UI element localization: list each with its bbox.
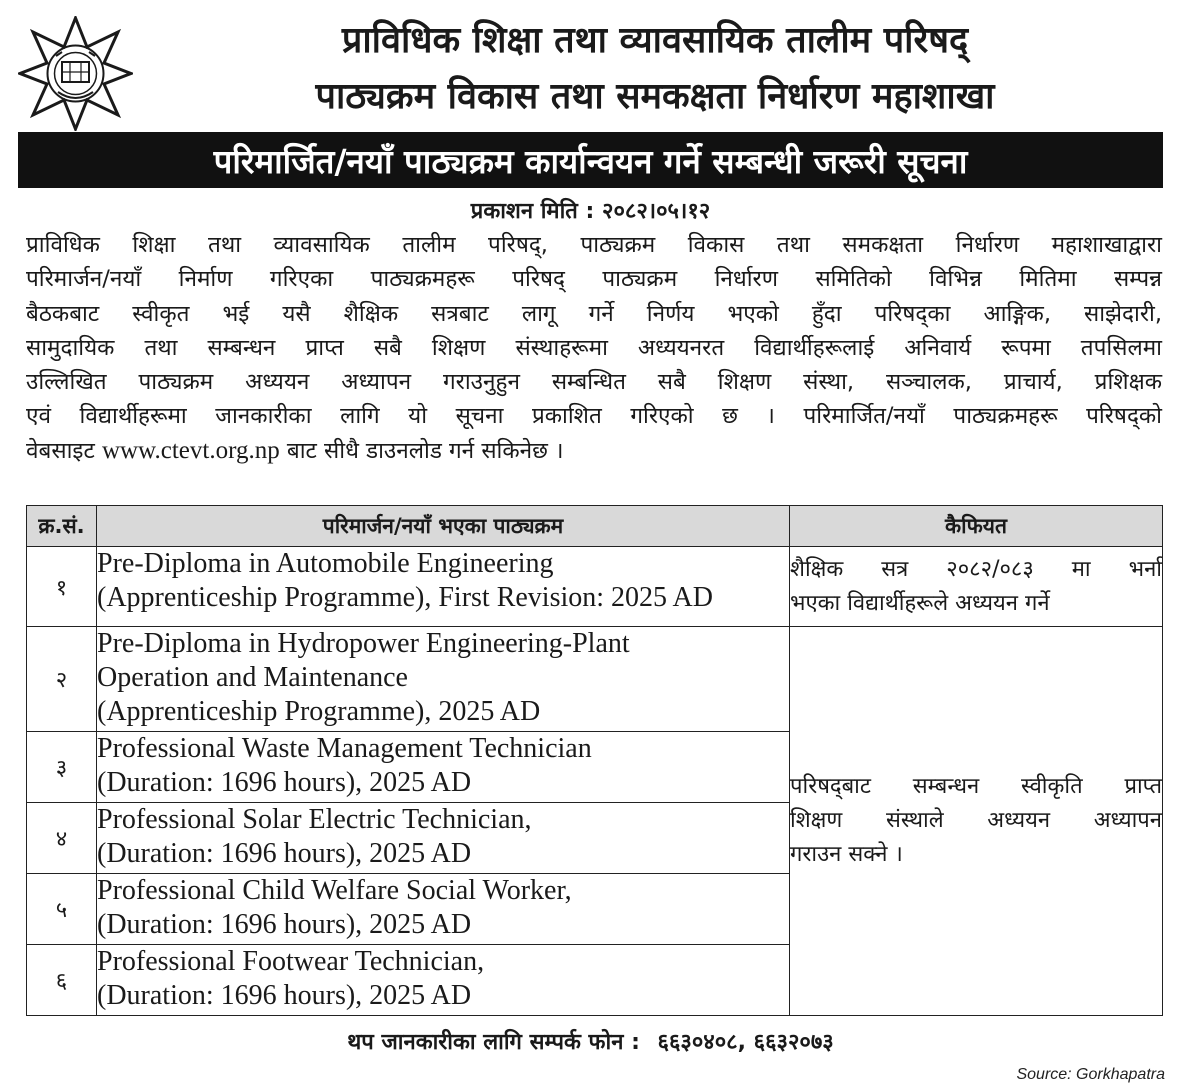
row-serial-number: २	[27, 627, 97, 732]
row-remark-merged	[790, 627, 1163, 1016]
remark-line: गराउन सक्ने ।	[790, 842, 903, 867]
program-line: Professional Child Welfare Social Worker,	[97, 875, 572, 906]
body-line: प्राविधिक शिक्षा तथा व्यावसायिक तालीम परिषद्, पाठ्यक्रम विकास तथा समकक्षता निर्धारण महाशाखाद्वारा	[26, 232, 1162, 258]
program-line: (Duration: 1696 hours), 2025 AD	[97, 909, 472, 940]
contact-info	[18, 1026, 1163, 1060]
row-serial-number: ३	[27, 732, 97, 803]
notice-title: परिमार्जित/नयाँ पाठ्यक्रम कार्यान्वयन गर्ने सम्बन्धी जरूरी सूचना	[213, 141, 968, 181]
body-line: एवं विद्यार्थीहरूमा जानकारीका लागि यो सूचना प्रकाशित गरिएको छ । परिमार्जित/नयाँ पाठ्यक्रमहरू परिषद्को	[26, 403, 1162, 430]
table-header-row	[27, 506, 1163, 547]
body-line: बैठकबाट स्वीकृत भई यसै शैक्षिक सत्रबाट लागू गर्ने निर्णय भएको हुँदा परिषद्का आङ्गिक, साझेदारी,	[26, 300, 1162, 327]
program-line: Professional Solar Electric Technician,	[97, 804, 532, 835]
source-credit: Source: Gorkhapatra	[1016, 1066, 1165, 1083]
header-remarks: कैफियत	[790, 506, 1163, 547]
row-program	[97, 874, 790, 945]
remark-line: भएका विद्यार्थीहरूले अध्ययन गर्ने	[790, 590, 1050, 616]
body-line: उल्लिखित पाठ्यक्रम अध्ययन अध्यापन गराउनुहुन सम्बन्धित सबै शिक्षण संस्था, सञ्चालक, प्राचार्य, प्रशिक्षक	[26, 369, 1162, 396]
ctevt-emblem-icon	[18, 16, 133, 131]
notice-body	[26, 228, 1162, 468]
table-row	[27, 547, 1163, 627]
program-line: Pre-Diploma in Automobile Engineering	[97, 548, 554, 579]
program-line: Professional Waste Management Technician	[97, 733, 592, 764]
row-program	[97, 732, 790, 803]
program-line: (Duration: 1696 hours), 2025 AD	[97, 980, 472, 1011]
publication-date	[18, 196, 1163, 228]
organization-name: प्राविधिक शिक्षा तथा व्यावसायिक तालीम परिषद्	[341, 20, 969, 61]
website-link[interactable]: www.ctevt.org.np	[101, 436, 280, 464]
publication-date-label: प्रकाशन मिति	[470, 199, 578, 224]
header-serial-number: क्र.सं.	[27, 506, 97, 547]
remark-line: परिषद्‌बाट सम्बन्धन स्वीकृति प्राप्त	[790, 774, 1162, 799]
row-program	[97, 547, 790, 627]
remark-line: शैक्षिक सत्र २०८२/०८३ मा भर्ना	[790, 556, 1162, 582]
body-line: परिमार्जन/नयाँ निर्माण गरिएका पाठ्यक्रमहरू परिषद् पाठ्यक्रम निर्धारण समितिको विभिन्न मितिमा सम्पन्न	[26, 266, 1162, 293]
table-row	[27, 627, 1163, 732]
publication-date-value: २०८२।०५।१२	[602, 199, 711, 224]
website-suffix: बाट सीधै डाउनलोड गर्न सकिनेछ ।	[286, 437, 564, 464]
row-serial-number: १	[27, 547, 97, 627]
program-line: (Apprenticeship Programme), First Revision: 2025 AD	[97, 582, 713, 613]
row-program	[97, 803, 790, 874]
program-line: Operation and Maintenance	[97, 662, 408, 693]
row-serial-number: ५	[27, 874, 97, 945]
contact-phones: ६६३०४०८, ६६३२०७३	[657, 1030, 834, 1055]
program-line: Professional Footwear Technician,	[97, 946, 485, 977]
program-line: (Duration: 1696 hours), 2025 AD	[97, 767, 472, 798]
division-name: पाठ्यक्रम विकास तथा समकक्षता निर्धारण महाशाखा	[315, 76, 995, 117]
body-line-last	[26, 434, 1162, 468]
row-serial-number: ४	[27, 803, 97, 874]
row-program	[97, 945, 790, 1016]
row-serial-number: ६	[27, 945, 97, 1016]
program-line: (Duration: 1696 hours), 2025 AD	[97, 838, 472, 869]
body-line: सामुदायिक तथा सम्बन्धन प्राप्त सबै शिक्षण संस्थाहरूमा अध्ययनरत विद्यार्थीहरूलाई अनिवार्य रूपमा तपसिलमा	[26, 334, 1162, 361]
row-program	[97, 627, 790, 732]
program-line: Pre-Diploma in Hydropower Engineering-Plant	[97, 628, 630, 659]
notice-title-banner	[18, 132, 1163, 188]
publication-date-separator: :	[585, 199, 595, 224]
website-prefix: वेबसाइट	[26, 437, 95, 464]
program-line: (Apprenticeship Programme), 2025 AD	[97, 696, 541, 727]
remark-line: शिक्षण संस्थाले अध्ययन अध्यापन	[790, 808, 1162, 833]
curriculum-table	[26, 505, 1163, 1016]
row-remark	[790, 547, 1163, 627]
header-program: परिमार्जन/नयाँ भएका पाठ्यक्रम	[97, 506, 790, 547]
contact-label: थप जानकारीका लागि सम्पर्क फोन :	[347, 1030, 640, 1055]
